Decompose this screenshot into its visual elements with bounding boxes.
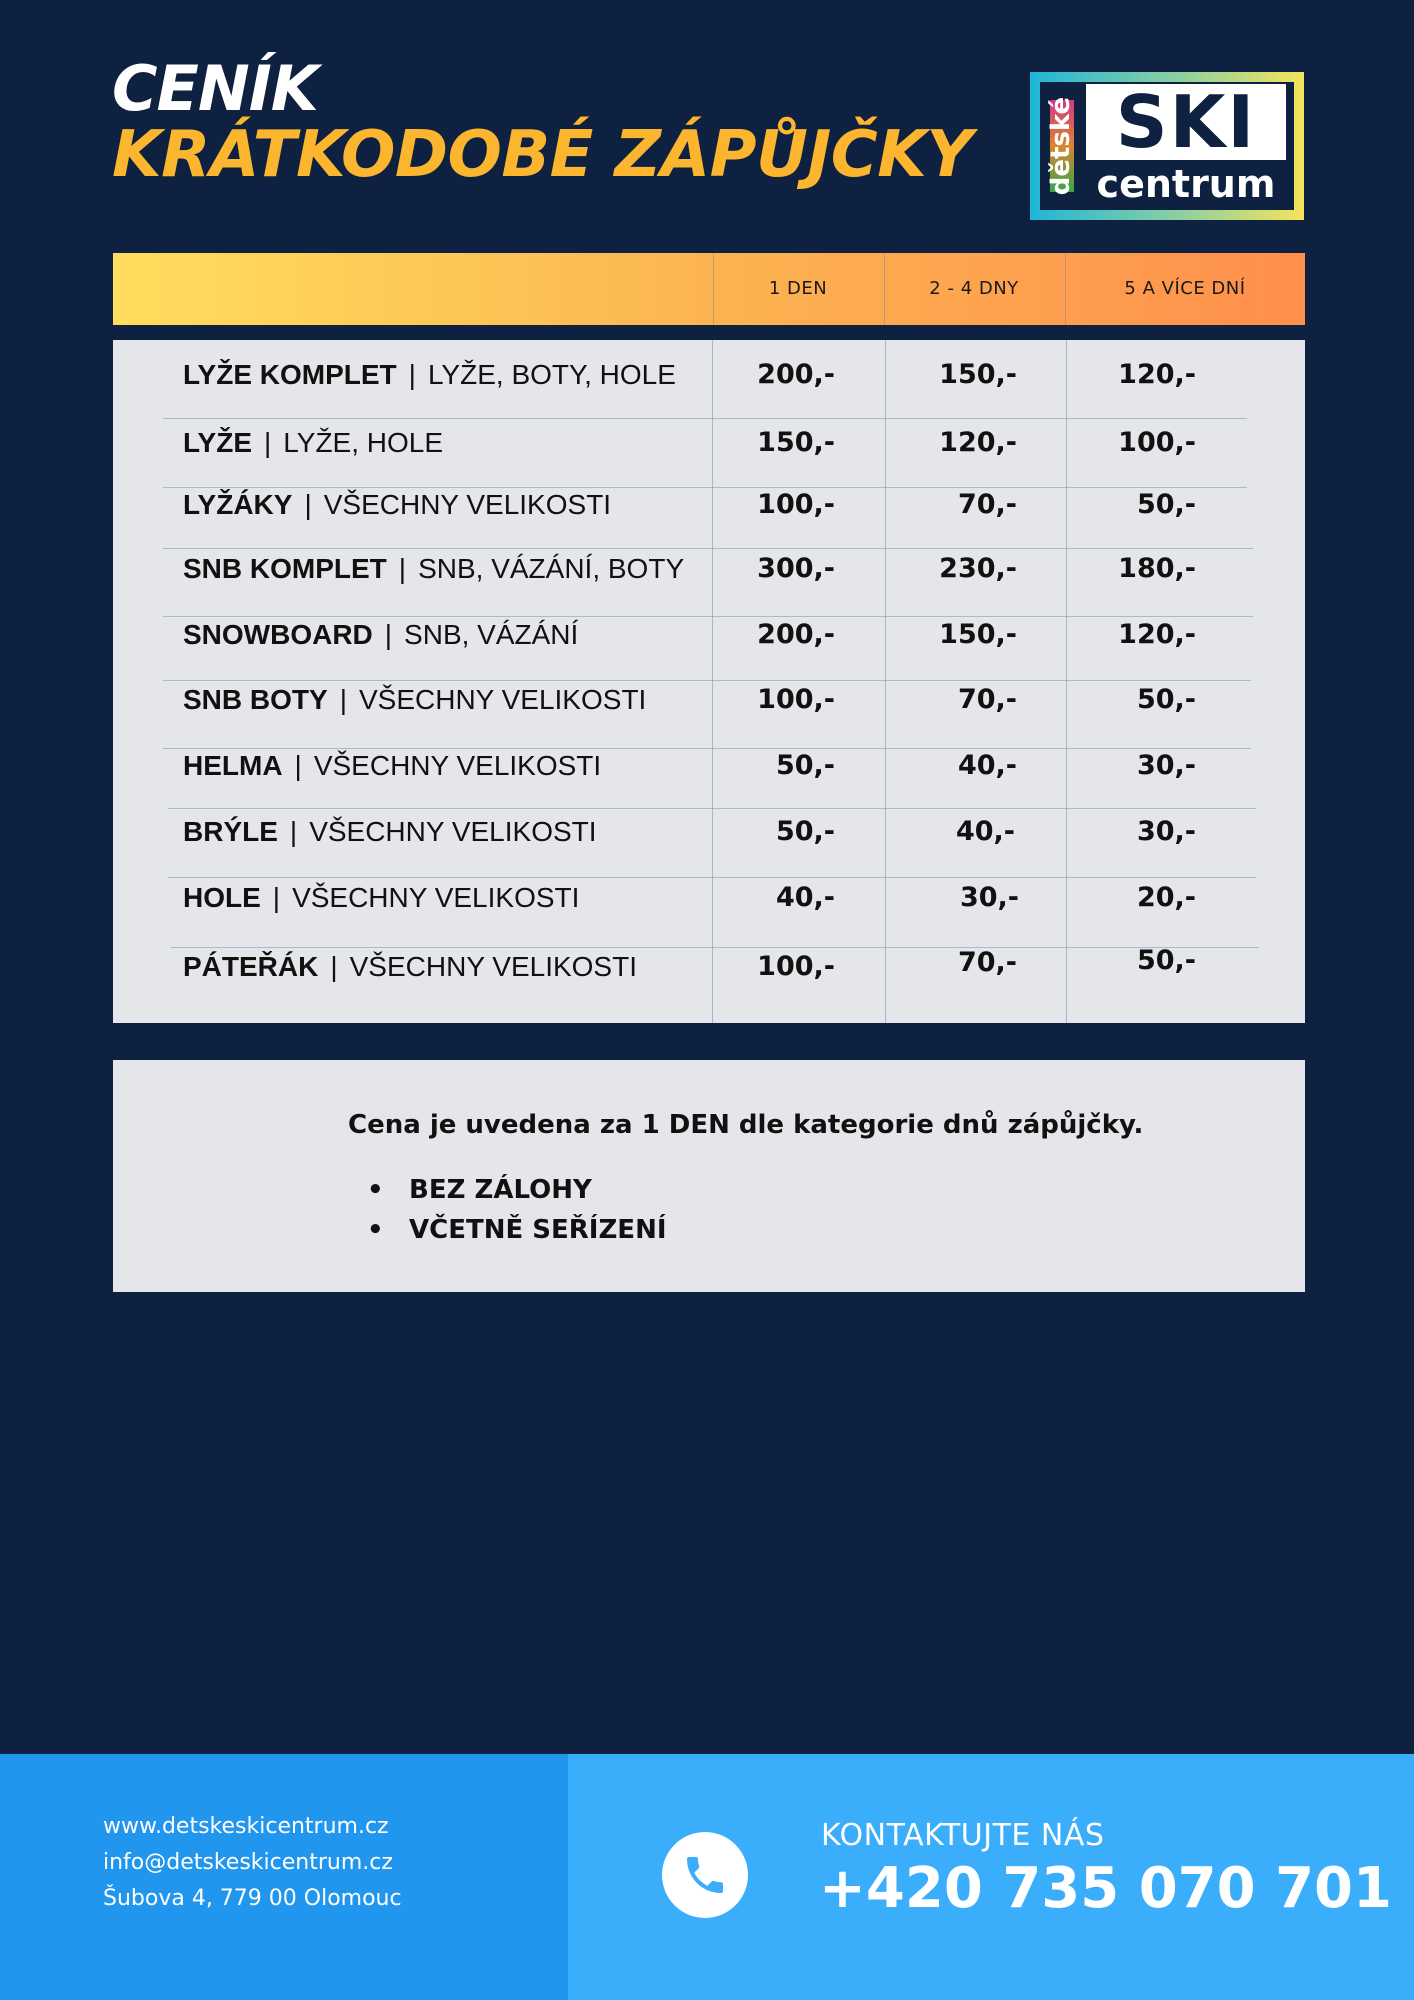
item-desc: VŠECHNY VELIKOSTI: [313, 750, 602, 781]
price-2-4-days: 40,-: [957, 750, 1017, 781]
footer-phone-contact: [568, 1754, 1414, 2000]
column-header-1-day: 1 DEN: [768, 278, 828, 299]
phone-icon-graphic: [681, 1851, 729, 1899]
page-subtitle: KRÁTKODOBÉ ZÁPŮJČKY: [112, 118, 973, 192]
item-name: SNB BOTY: [183, 684, 328, 715]
item-label: [183, 602, 578, 668]
table-row: [113, 667, 1305, 733]
item-separator: |: [384, 619, 393, 650]
item-separator: |: [330, 951, 338, 982]
price-1-day: 200,-: [757, 619, 835, 650]
logo-centrum-text: centrum: [1096, 162, 1276, 206]
logo-inner: [1040, 82, 1294, 210]
email-link[interactable]: info@detskeskicentrum.cz: [103, 1850, 393, 1875]
header-divider: [713, 253, 714, 325]
price-note: [113, 1060, 1305, 1292]
price-1-day: 300,-: [757, 553, 835, 584]
header-divider: [884, 253, 885, 325]
item-label: [183, 536, 684, 602]
item-separator: |: [408, 359, 416, 390]
address-text: Šubova 4, 779 00 Olomouc: [103, 1886, 402, 1911]
item-desc: LYŽE, BOTY, HOLE: [427, 359, 676, 390]
price-1-day: 100,-: [757, 951, 835, 982]
price-2-4-days: 70,-: [957, 684, 1017, 715]
phone-number[interactable]: +420 735 070 701: [819, 1856, 1392, 1921]
price-table: [113, 340, 1305, 1023]
logo-vertical-label: dětské: [1046, 96, 1077, 196]
price-5-plus-days: 30,-: [1136, 816, 1196, 847]
price-5-plus-days: 50,-: [1136, 945, 1196, 976]
logo-vertical-text: [1046, 82, 1076, 210]
item-name: BRÝLE: [183, 816, 278, 847]
item-label: [183, 410, 443, 476]
price-2-4-days: 40,-: [955, 816, 1015, 847]
item-label: [183, 342, 676, 408]
ski-centrum-logo: [1030, 72, 1304, 220]
price-1-day: 100,-: [757, 489, 835, 520]
price-1-day: 100,-: [757, 684, 835, 715]
table-row: [113, 472, 1305, 538]
item-desc: VŠECHNY VELIKOSTI: [358, 684, 647, 715]
price-2-4-days: 30,-: [959, 882, 1019, 913]
price-2-4-days: 150,-: [939, 359, 1017, 390]
item-desc: VŠECHNY VELIKOSTI: [349, 951, 637, 982]
item-name: SNB KOMPLET: [183, 553, 387, 584]
bullet-no-deposit: • BEZ ZÁLOHY: [395, 1170, 667, 1210]
item-separator: |: [398, 553, 407, 584]
item-separator: |: [304, 489, 312, 520]
item-name: LYŽE KOMPLET: [183, 359, 397, 390]
table-row: [113, 934, 1305, 1000]
price-1-day: 150,-: [757, 427, 835, 458]
item-label: [183, 733, 601, 799]
price-1-day: 200,-: [757, 359, 835, 390]
note-bullets: [395, 1170, 667, 1250]
item-label: [183, 472, 611, 538]
item-label: [183, 865, 579, 931]
price-1-day: 50,-: [775, 816, 835, 847]
price-5-plus-days: 50,-: [1136, 489, 1196, 520]
logo-ski-text: SKI: [1086, 84, 1286, 160]
price-table-header: [113, 253, 1305, 325]
table-row: [113, 536, 1305, 602]
item-name: LYŽE: [183, 427, 252, 458]
price-1-day: 40,-: [775, 882, 835, 913]
item-desc: SNB, VÁZÁNÍ, BOTY: [418, 553, 685, 584]
page-title: CENÍK: [112, 52, 318, 125]
table-row: [113, 410, 1305, 476]
price-5-plus-days: 120,-: [1118, 619, 1196, 650]
item-name: SNOWBOARD: [183, 619, 373, 650]
item-label: [183, 667, 646, 733]
item-separator: |: [272, 882, 281, 913]
price-2-4-days: 70,-: [957, 489, 1017, 520]
price-5-plus-days: 120,-: [1118, 359, 1196, 390]
price-5-plus-days: 180,-: [1118, 553, 1196, 584]
item-separator: |: [289, 816, 298, 847]
contact-label: KONTAKTUJTE NÁS: [821, 1818, 1105, 1853]
price-5-plus-days: 30,-: [1136, 750, 1196, 781]
item-desc: SNB, VÁZÁNÍ: [404, 619, 579, 650]
column-header-2-4-days: 2 - 4 DNY: [929, 278, 1019, 299]
item-name: LYŽÁKY: [183, 489, 293, 520]
table-row: [113, 733, 1305, 799]
item-separator: |: [294, 750, 302, 781]
item-separator: |: [264, 427, 272, 458]
bullet-including-adjustment: • VČETNĚ SEŘÍZENÍ: [395, 1210, 667, 1250]
table-row: [113, 602, 1305, 668]
item-label: [183, 799, 597, 865]
item-name: HELMA: [183, 750, 283, 781]
footer-contact-info: [0, 1754, 568, 2000]
price-1-day: 50,-: [775, 750, 835, 781]
price-2-4-days: 230,-: [939, 553, 1017, 584]
price-5-plus-days: 50,-: [1136, 684, 1196, 715]
price-2-4-days: 150,-: [939, 619, 1017, 650]
item-separator: |: [339, 684, 347, 715]
item-desc: LYŽE, HOLE: [283, 427, 444, 458]
item-label: [183, 934, 637, 1000]
table-row: [113, 342, 1305, 408]
item-name: HOLE: [183, 882, 261, 913]
price-5-plus-days: 20,-: [1136, 882, 1196, 913]
header-divider: [1065, 253, 1066, 325]
phone-icon: [662, 1832, 748, 1918]
column-header-5-plus-days: 5 A VÍCE DNÍ: [1124, 278, 1246, 299]
item-desc: VŠECHNY VELIKOSTI: [323, 489, 612, 520]
website-link[interactable]: www.detskeskicentrum.cz: [103, 1814, 389, 1839]
table-row: [113, 865, 1305, 931]
price-2-4-days: 120,-: [939, 427, 1017, 458]
note-text: Cena je uvedena za 1 DEN dle kategorie dnů zápůjčky.: [348, 1110, 1144, 1140]
item-desc: VŠECHNY VELIKOSTI: [292, 882, 580, 913]
table-row: [113, 799, 1305, 865]
item-desc: VŠECHNY VELIKOSTI: [309, 816, 597, 847]
price-5-plus-days: 100,-: [1118, 427, 1196, 458]
item-name: PÁTEŘÁK: [183, 951, 319, 982]
price-2-4-days: 70,-: [957, 947, 1017, 978]
